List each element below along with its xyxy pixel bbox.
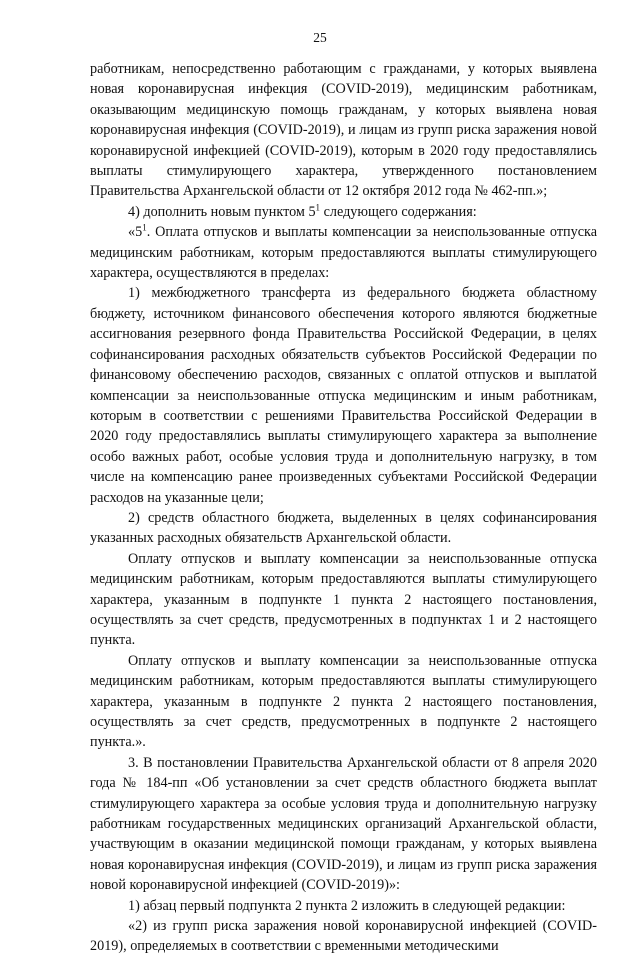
paragraph-point-5-1-text: . Оплата отпусков и выплаты компенсации за неиспользованные отпуска медицинским работникам, которым предоставляются выплаты стимулирующего характера, осуществляются в пределах: — [90, 224, 597, 282]
document-body — [90, 59, 597, 957]
paragraph-subitem-2: 2) средств областного бюджета, выделенных в целях софинансирования указанных расходных обязательств Архангельской области. — [90, 509, 597, 547]
page-number: 25 — [313, 30, 327, 45]
superscript: 1 — [142, 222, 147, 233]
paragraph-subitem-1: 1) межбюджетного трансферта из федерального бюджета областному бюджету, источником финансового обеспечения которого являются бюджетные ассигнования резервного фонда Правительства Российской Федерации, в целях софинансирования расходных обязательств субъектов Российской Федерации по финансовому обеспечению расходов, связанных с оплатой отпусков и выплатой компенсации за неиспользованные отпуска медицинским и иным работникам, которым в соответствии с решениями Правительства Российской Федерации в 2020 году предоставлялись выплаты стимулирующего характера за выполнение особо важных работ, особые условия труда и дополнительную нагрузку, в том числе на компенсацию ранее произведенных субъектами Российской Федерации расходов на указанные цели; — [90, 285, 597, 506]
paragraph-new-wording: «2) из групп риска заражения новой коронавирусной инфекцией (COVID-2019), определяемых в соответствии с временными методическими — [90, 918, 597, 955]
superscript: 1 — [315, 202, 321, 213]
paragraph-item-4-text: 4) дополнить новым пунктом 5 — [128, 203, 316, 220]
paragraph-payment-subitem-1: Оплату отпусков и выплату компенсации за неиспользованные отпуска медицинским работникам, которым предоставляются выплаты стимулирующего характера, указанным в подпункте 1 пункта 2 настоящего постановления, осуществлять за счет средств, предусмотренных в подпунктах 1 и 2 настоящего пункта. — [90, 550, 597, 649]
paragraph-item-3: 3. В постановлении Правительства Архангельской области от 8 апреля 2020 года № 184-пп «Об установлении за счет средств областного бюджета выплат стимулирующего характера за особые условия труда и дополнительную нагрузку работникам государственных медицинских организаций Архангельской области, участвующим в оказании медицинской помощи гражданам, у которых выявлена новая коронавирусная инфекция (COVID-2019), и лицам из групп риска заражения новой коронавирусной инфекцией (COVID-2019)»: — [90, 754, 597, 894]
paragraph-point-5-1-number: «5 — [128, 224, 143, 241]
paragraph-continuation: работникам, непосредственно работающим с гражданами, у которых выявлена новая коронавирусная инфекция (COVID-2019), медицинским работникам, оказывающим медицинскую помощь гражданам, у которых выявлена новая коронавирусная инфекция (COVID-2019), и лицам из групп риска заражения новой коронавирусной инфекцией (COVID-2019), которым в 2020 году предоставлялись выплаты стимулирующего характера, утвержденного постановлением Правительства Архангельской области от 12 октября 2012 года № 462-пп.»; — [90, 61, 597, 200]
paragraph-payment-subitem-2: Оплату отпусков и выплату компенсации за неиспользованные отпуска медицинским работникам, которым предоставляются выплаты стимулирующего характера, указанным в подпункте 2 пункта 2 настоящего постановления, осуществлять за счет средств, предусмотренных в подпункте 2 настоящего пункта.». — [90, 652, 597, 751]
paragraph-item-4 — [90, 202, 597, 222]
paragraph-item-4-text-end: следующего содержания: — [320, 203, 477, 220]
paragraph-amendment-1: 1) абзац первый подпункта 2 пункта 2 изложить в следующей редакции: — [128, 897, 566, 914]
paragraph-point-5-1 — [90, 222, 597, 283]
